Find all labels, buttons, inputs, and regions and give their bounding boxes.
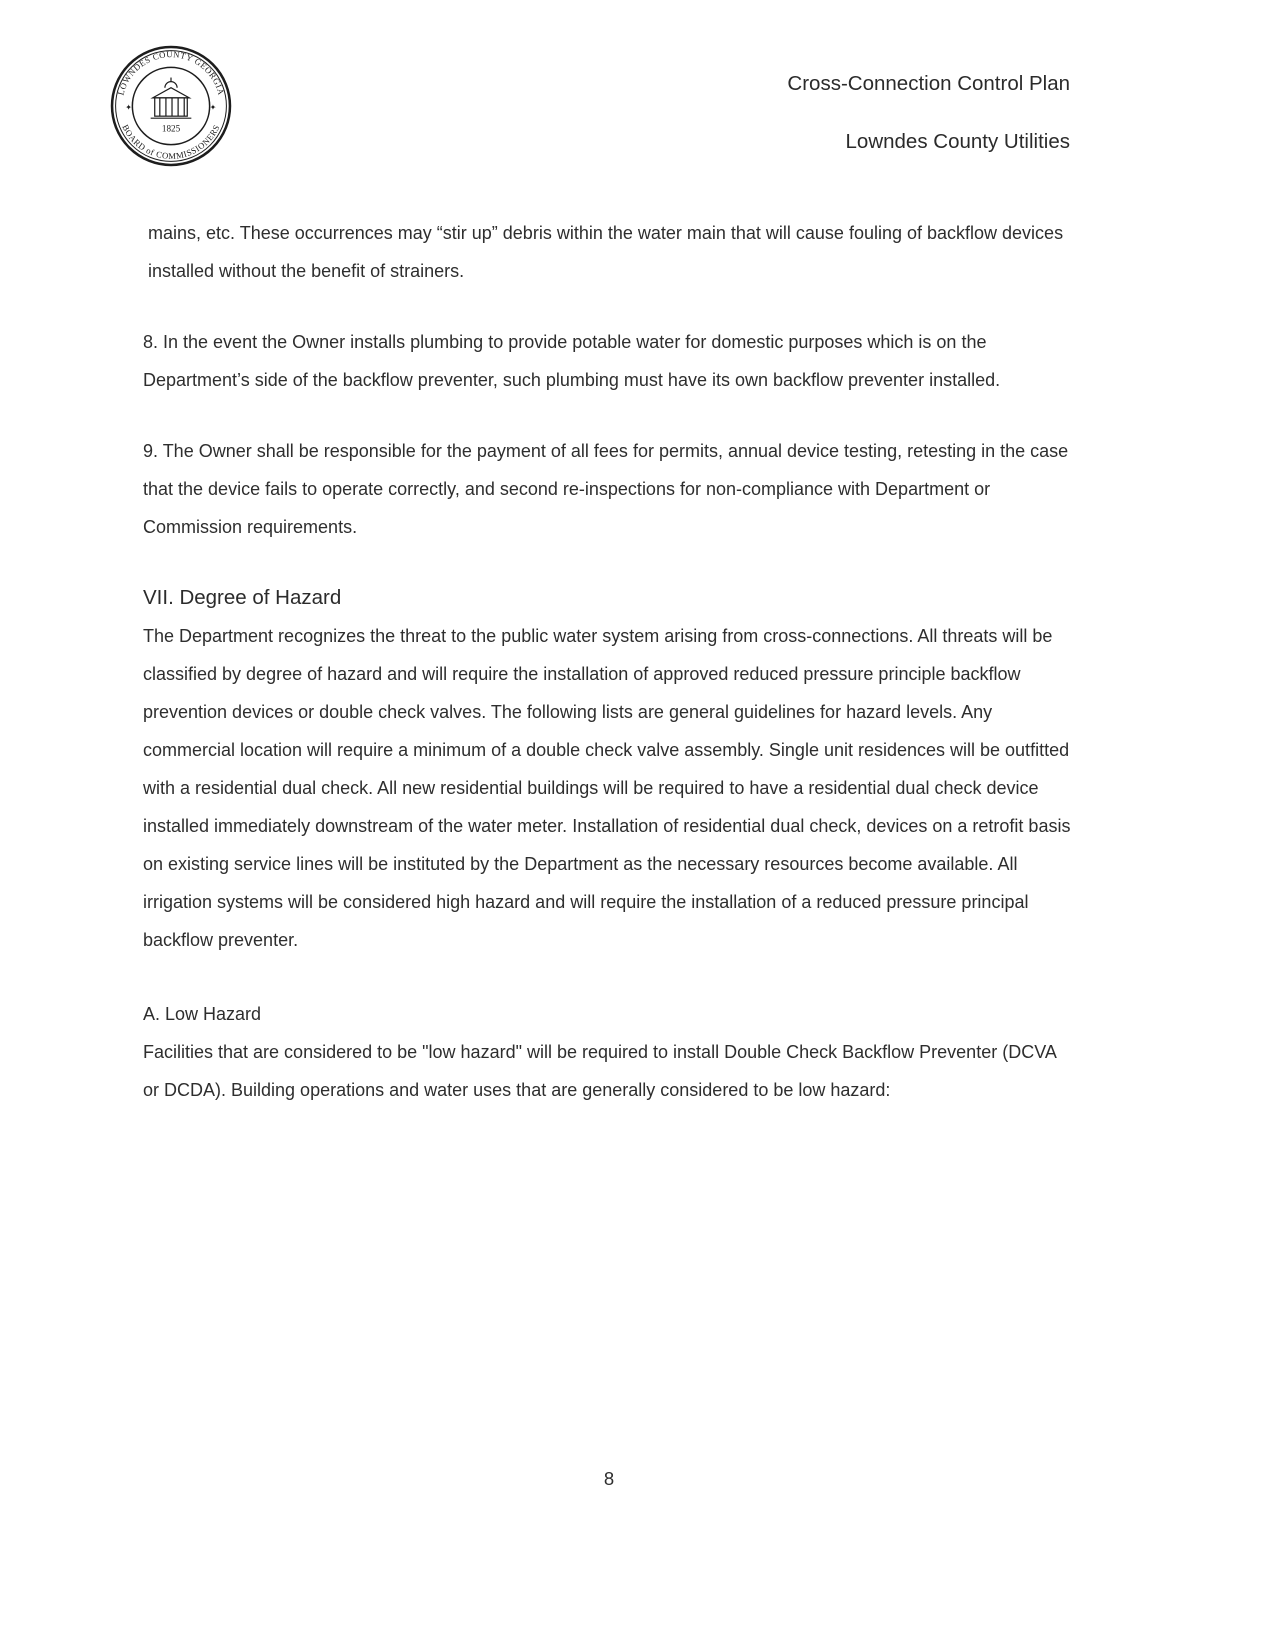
paragraph-intro: mains, etc. These occurrences may “stir up” debris within the water main that will cause fouling of backflow devices installed without the benefit of strainers. <box>148 223 1064 281</box>
seal-left-star-icon: ✦ <box>125 103 133 113</box>
paragraph-item-9: 9. The Owner shall be responsible for the payment of all fees for permits, annual device testing, retesting in the case that the device fails to operate correctly, and second re-inspections for non-compliance with Department or Commission requirements. <box>143 441 1069 537</box>
paragraph-low-hazard: Facilities that are considered to be "low hazard" will be required to install Double Check Backflow Preventer (DCVA or DCDA). Building operations and water uses that are generally considered to be low hazard: <box>143 1042 1056 1100</box>
section-heading-vii: VII. Degree of Hazard <box>143 586 342 609</box>
courthouse-icon <box>151 78 192 119</box>
seal-year: 1825 <box>161 123 181 134</box>
seal-bottom-text: BOARD of COMMISSIONERS <box>120 122 222 161</box>
page-footer <box>143 1468 1075 1490</box>
seal-right-star-icon: ✦ <box>209 103 217 113</box>
seal-top-text: LOWNDES COUNTY GEORGIA <box>115 49 227 97</box>
organization-title: Lowndes County Utilities <box>845 130 1070 153</box>
paragraph-degree-of-hazard: The Department recognizes the threat to the public water system arising from cross-connections. All threats will be classified by degree of hazard and will require the installation of approved reduced pressure principle backflow prevention devices or double check valves. The following lists are general guidelines for hazard levels. Any commercial location will require a minimum of a double check valve assembly. Single unit residences will be outfitted with a residential dual check. All new residential buildings will be required to have a residential dual check device installed immediately downstream of the water meter. Installation of residential dual check, devices on a retrofit basis on existing service lines will be instituted by the Department as the necessary resources become available. All irrigation systems will be considered high hazard and will require the installation of a reduced pressure principal backflow preventer. <box>143 626 1071 950</box>
svg-text:LOWNDES COUNTY GEORGIA <box>116 49 227 96</box>
page-header <box>0 0 1275 200</box>
county-seal-icon <box>110 45 232 167</box>
document-title: Cross-Connection Control Plan <box>787 72 1070 95</box>
paragraph-item-8: 8. In the event the Owner installs plumbing to provide potable water for domestic purposes which is on the Department’s side of the backflow preventer, such plumbing must have its own backflow preventer installed. <box>143 332 1001 390</box>
page-number: 8 <box>603 1468 615 1489</box>
header-titles <box>787 72 1070 154</box>
county-seal-graphic <box>110 45 232 167</box>
subsection-heading-a-low-hazard: A. Low Hazard <box>143 1004 262 1024</box>
document-body <box>143 214 1075 1142</box>
